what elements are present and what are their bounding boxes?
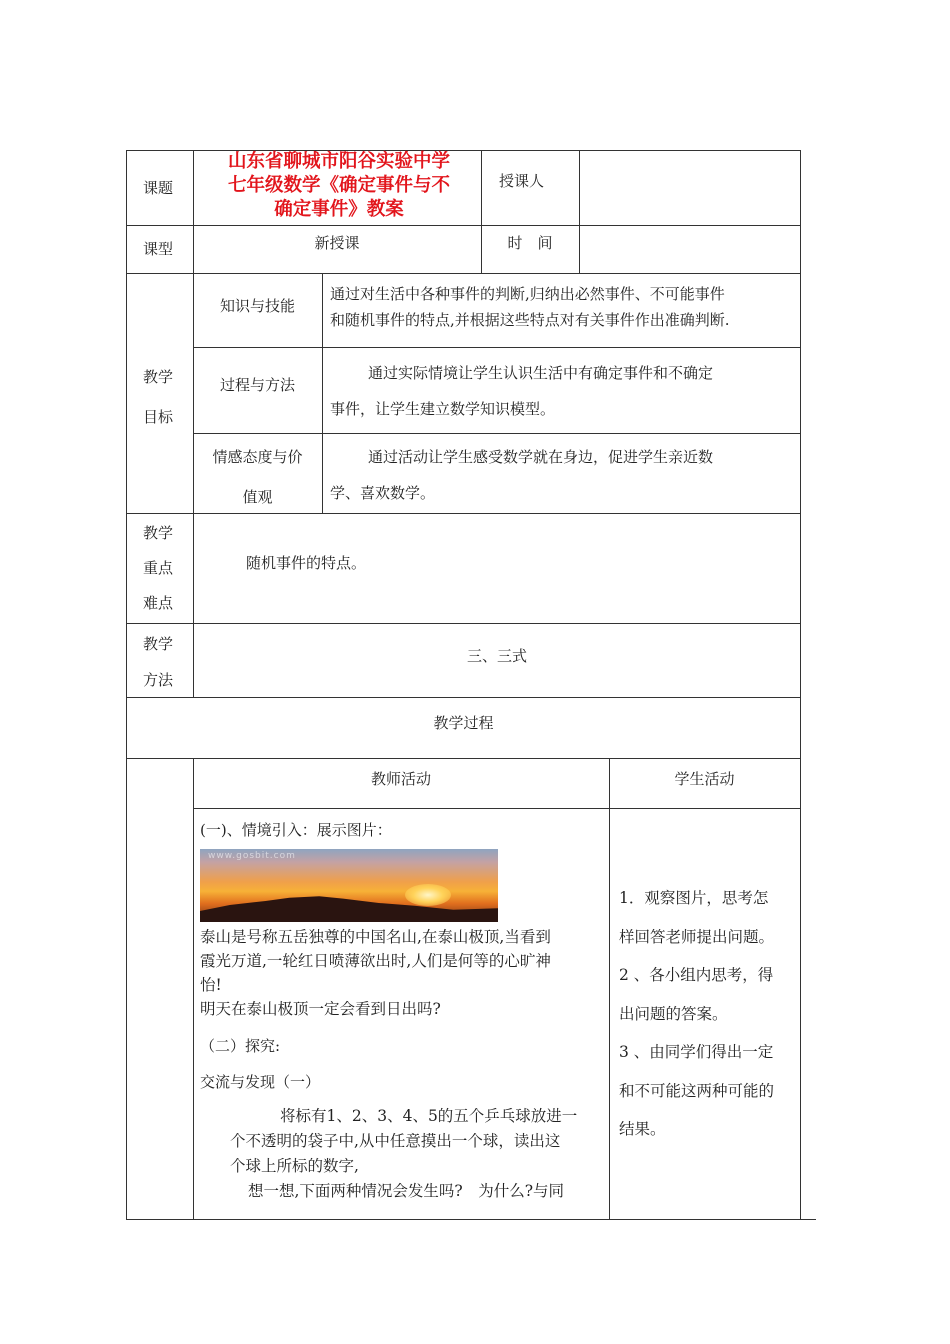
student-line-5: 3 、由同学们得出一定 [619,1043,774,1061]
goal-label-process: 过程与方法 [219,376,295,394]
goal-attitude-line-2: 学、喜欢数学。 [330,484,436,502]
key-points-value: 随机事件的特点。 [246,554,367,572]
topic-label: 课题 [143,179,174,197]
goal-knowledge-line-2: 和随机事件的特点,并根据这些特点对有关事件作出准确判断. [330,311,730,329]
title-line-1: 山东省聊城市阳谷实验中学 [227,151,450,172]
photo-watermark: www.gosbit.com [208,851,296,861]
sun-shape [405,884,451,906]
key-points-label-line-2: 重点 [143,559,174,577]
teacher-line-5: 明天在泰山极顶一定会看到日出吗? [200,1000,441,1018]
goal-knowledge-line-1: 通过对生活中各种事件的判断,归纳出必然事件、不可能事件 [330,285,725,303]
student-activity-header: 学生活动 [674,770,735,788]
student-activity-list [619,879,774,1149]
teacher-paragraph-taishan [200,925,551,1021]
goal-text-attitude [330,439,713,511]
teacher-line-8: 将标有1、2、3、4、5的五个乒乓球放进一 [280,1107,578,1125]
title-line-3: 确定事件》教案 [274,199,404,220]
goal-text-process [330,355,713,427]
teacher-paragraph-pingpong [230,1104,577,1204]
teacher-line-10: 个球上所标的数字, [230,1157,359,1175]
time-label: 时 间 [507,234,553,252]
key-points-label-line-3: 难点 [143,594,174,612]
method-label-line-2: 方法 [143,671,174,689]
student-line-4: 出问题的答案。 [619,1004,728,1023]
teacher-line-2: 泰山是号称五岳独尊的中国名山,在泰山极顶,当看到 [200,928,551,946]
lesson-type-label: 课型 [143,240,174,258]
goal-label-knowledge: 知识与技能 [219,297,295,315]
teacher-line-discover: 交流与发现（一） [200,1073,321,1091]
student-line-2: 样回答老师提出问题。 [619,927,775,946]
teacher-line-4: 怡! [200,976,222,994]
goal-attitude-label-line-2: 值观 [242,488,273,506]
goal-attitude-line-1: 通过活动让学生感受数学就在身边，促进学生亲近数 [368,448,714,466]
teacher-activity-header: 教师活动 [370,770,431,788]
goal-process-line-1: 通过实际情境让学生认识生活中有确定事件和不确定 [368,364,714,382]
teacher-label: 授课人 [499,172,545,190]
teacher-line-intro: (一)、情境引入：展示图片： [200,821,392,839]
taishan-sunrise-photo [200,849,498,922]
student-line-6: 和不可能这两种可能的 [619,1081,775,1100]
teacher-line-11: 想一想,下面两种情况会发生吗? 为什么?与同 [248,1182,565,1200]
mountain-silhouette [200,889,498,922]
key-points-label-line-1: 教学 [143,524,174,542]
student-line-1: 1．观察图片，思考怎 [619,889,769,907]
goal-label-attitude [193,437,322,517]
student-line-7: 结果。 [619,1120,666,1138]
goals-label [143,357,173,437]
lesson-type-value: 新授课 [314,234,360,252]
method-value: 三、三式 [466,647,527,665]
goal-attitude-label-line-1: 情感态度与价 [212,448,303,466]
goal-process-line-2: 事件，让学生建立数学知识模型。 [330,400,556,418]
teacher-line-9: 个不透明的袋子中,从中任意摸出一个球，读出这 [230,1132,561,1150]
process-heading: 教学过程 [433,714,494,732]
method-label-line-1: 教学 [143,635,174,653]
student-line-3: 2 、各小组内思考，得 [619,966,774,984]
method-label [143,626,173,698]
teacher-line-3: 霞光万道,一轮红日喷薄欲出时,人们是何等的心旷神 [200,952,551,970]
goals-label-line-2: 目标 [143,408,174,426]
key-points-label [143,516,173,621]
goal-text-knowledge [330,281,730,333]
title-line-2: 七年级数学《确定事件与不 [227,175,450,196]
goals-label-line-1: 教学 [143,368,174,386]
teacher-line-explore: （二）探究: [200,1037,281,1055]
document-title [198,150,480,222]
